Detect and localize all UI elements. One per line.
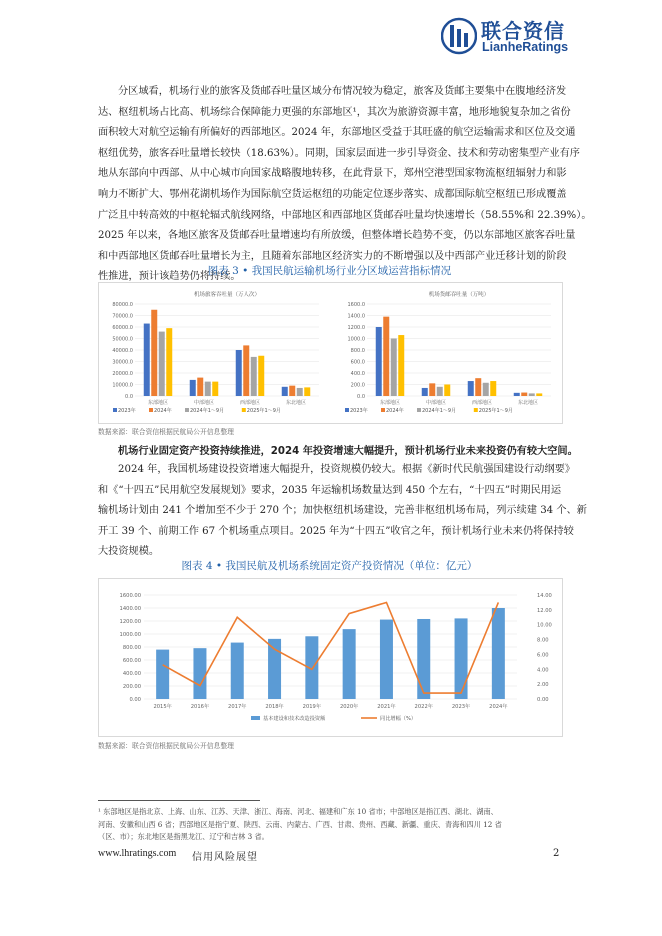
bar xyxy=(376,327,382,396)
bar xyxy=(205,382,211,396)
chart-title: 机场旅客吞吐量（万人次） xyxy=(193,292,261,298)
bar xyxy=(197,378,203,396)
x-tick-label: 2021年 xyxy=(377,704,396,710)
y-left-tick-label: 1000.00 xyxy=(119,632,141,638)
bar xyxy=(514,393,520,396)
bar xyxy=(144,324,150,396)
y-tick-label: 70000.0 xyxy=(112,313,133,320)
footnote-line: ¹ 东部地区是指北京、上海、山东、江苏、天津、浙江、海南、河北、福建和广东 10 省市；中部地区是指江西、湖北、湖南、 xyxy=(98,807,498,816)
x-tick-label: 2023年 xyxy=(451,704,471,710)
legend-label: 2024年1～9月 xyxy=(422,408,457,414)
paragraph-line: 开工 39 个、前期工作 67 个机场重点项目。2025 年为“十四五”收官之年，预计机场行业未来仍将保持较 xyxy=(98,525,574,537)
bar xyxy=(166,328,172,396)
legend-swatch xyxy=(474,408,478,412)
investment-heading: 机场行业固定资产投资持续推进，2024 年投资增速大幅提升，预计机场行业未来投资仍有较大空间。 xyxy=(118,446,578,457)
bar xyxy=(190,380,196,396)
y-left-tick-label: 400.00 xyxy=(122,671,141,677)
figure3-caption: 图表 3 • 我国民航运输机场行业分区域运营指标情况 xyxy=(207,265,452,277)
footnote-divider xyxy=(98,800,260,801)
y-right-tick-label: 8.00 xyxy=(537,637,549,644)
legend-label: 2024年 xyxy=(154,408,172,414)
x-tick-label: 2015年 xyxy=(153,704,172,710)
paragraph-line: 达、枢纽机场占比高、机场综合保障能力更强的东部地区¹，其次为旅游资源丰富，地形地貌复杂加之省份 xyxy=(98,106,571,118)
chart-title: 机场货邮吞吐量（万吨） xyxy=(428,292,490,298)
x-tick-label: 东北地区 xyxy=(517,400,539,406)
paragraph-line: 2024 年，我国机场建设投资增速大幅提升，投资规模仍较大。根据《新时代民航强国建设行动纲要》 xyxy=(118,464,576,475)
bar xyxy=(444,385,450,397)
x-tick-label: 东部地区 xyxy=(379,400,401,406)
paragraph-line: 广泛且中转高效的中枢轮辐式航线网络，中部地区和西部地区货邮吞吐量均快速增长（58.55%和 22.39%）。 xyxy=(98,209,592,221)
paragraph-line: 和《“十四五”民用航空发展规划》要求，2035 年运输机场数量达到 450 个左右，“十四五”时期民用运 xyxy=(98,484,562,496)
footer-slogan: 信用风险展望 xyxy=(192,852,258,863)
bar xyxy=(383,317,389,396)
intro-paragraph xyxy=(98,82,592,288)
lianhe-logo-icon xyxy=(441,16,477,56)
paragraph-line: 分区域看，机场行业的旅客及货邮吞吐量区域分布情况较为稳定，旅客及货邮主要集中在腹地经济发 xyxy=(118,86,567,97)
x-tick-label: 2018年 xyxy=(265,704,284,710)
bar xyxy=(243,345,249,396)
y-tick-label: 1000.0 xyxy=(347,336,365,343)
y-left-tick-label: 800.00 xyxy=(122,645,141,651)
bar xyxy=(398,335,404,396)
figure4-chart-area xyxy=(98,578,563,737)
y-tick-label: 800.0 xyxy=(350,348,365,354)
bar xyxy=(529,393,535,396)
y-tick-label: 60000.0 xyxy=(112,325,133,331)
y-left-tick-label: 600.00 xyxy=(122,658,141,664)
logo-chinese-name: 联合资信 xyxy=(481,19,565,43)
footer-url[interactable]: www.lhratings.com xyxy=(98,848,177,859)
legend-label: 2025年1～9月 xyxy=(478,408,513,414)
bar xyxy=(159,332,165,396)
x-tick-label: 中部地区 xyxy=(193,400,215,406)
paragraph-line: 面积较大对航空运输有所偏好的西部地区。2024 年，东部地区受益于其旺盛的航空运输需求和区位及交通 xyxy=(98,127,576,139)
y-tick-label: 200.0 xyxy=(350,382,365,389)
y-right-tick-label: 2.00 xyxy=(537,682,549,689)
y-tick-label: 1200.0 xyxy=(347,325,365,331)
legend-swatch xyxy=(417,408,421,412)
bar xyxy=(289,386,295,396)
legend-label: 2024年1～9月 xyxy=(190,408,225,414)
y-right-tick-label: 6.00 xyxy=(537,652,549,659)
footnote xyxy=(98,806,568,844)
y-left-tick-label: 1400.00 xyxy=(119,606,141,612)
bar xyxy=(258,356,264,396)
x-tick-label: 2024年 xyxy=(489,704,508,710)
bar xyxy=(483,383,489,396)
y-left-tick-label: 0.00 xyxy=(129,697,141,703)
x-tick-label: 2020年 xyxy=(339,704,359,710)
bar xyxy=(455,618,468,699)
bar xyxy=(490,381,496,396)
figure3-chart-area xyxy=(98,282,563,424)
y-tick-label: 0.0 xyxy=(357,394,365,400)
legend-label: 2023年 xyxy=(118,408,136,414)
x-tick-label: 中部地区 xyxy=(425,400,447,406)
bar xyxy=(492,608,505,699)
bar xyxy=(282,387,288,396)
legend-swatch xyxy=(251,716,260,720)
bar xyxy=(297,388,303,396)
footnote-line: 河南、安徽和山西 6 省；西部地区是指宁夏、陕西、云南、内蒙古、广西、甘肃、贵州、西藏、新疆、重庆、青海和四川 12 省 xyxy=(98,819,502,829)
bar xyxy=(475,378,481,396)
investment-chart xyxy=(99,579,560,734)
bar xyxy=(429,383,435,396)
y-tick-label: 20000.0 xyxy=(112,371,133,377)
investment-paragraph xyxy=(98,460,587,563)
legend-swatch xyxy=(113,408,117,412)
bar xyxy=(343,629,356,699)
y-left-tick-label: 200.00 xyxy=(122,684,141,690)
figure4-caption: 图表 4 • 我国民航及机场系统固定资产投资情况（单位：亿元） xyxy=(181,560,478,572)
footnote-line: （区、市）；东北地区是指黑龙江、辽宁和吉林 3 省。 xyxy=(98,832,269,841)
passenger-throughput-chart xyxy=(101,283,326,421)
figure4-source: 数据来源：联合资信根据民航局公开信息整理 xyxy=(98,742,234,750)
bar xyxy=(468,381,474,396)
y-tick-label: 50000.0 xyxy=(112,336,133,343)
header-logo xyxy=(441,14,621,60)
x-tick-label: 西部地区 xyxy=(239,400,261,406)
legend-label: 2023年 xyxy=(350,408,368,414)
bar xyxy=(231,643,244,699)
paragraph-line: 枢纽优势，旅客吞吐量增长较快（18.63%）。同期，国家层面进一步引导资金、技术和劳动密集型产业有序 xyxy=(98,147,580,159)
page-number: 2 xyxy=(553,848,560,859)
y-tick-label: 30000.0 xyxy=(112,359,133,366)
bar xyxy=(391,339,397,397)
y-right-tick-label: 14.00 xyxy=(537,593,552,599)
y-tick-label: 400.0 xyxy=(350,371,365,377)
y-tick-label: 1400.0 xyxy=(347,313,365,320)
x-tick-label: 2019年 xyxy=(302,704,322,710)
x-tick-label: 东北地区 xyxy=(285,400,307,406)
legend-label: 2025年1～9月 xyxy=(246,408,281,414)
bar xyxy=(536,393,542,396)
legend-swatch xyxy=(149,408,153,412)
x-tick-label: 2017年 xyxy=(228,704,247,710)
bar xyxy=(156,650,169,699)
bar xyxy=(437,387,443,396)
bar xyxy=(251,357,257,396)
y-right-tick-label: 10.00 xyxy=(537,622,552,629)
paragraph-line: 大投资规模。 xyxy=(98,546,160,558)
figure3-source: 数据来源：联合资信根据民航局公开信息整理 xyxy=(98,428,234,436)
paragraph-line: 响力不断扩大、鄂州花湖机场作为国际航空货运枢纽的功能定位逐步落实、成都国际航空枢纽已形成覆盖 xyxy=(98,188,567,200)
bar xyxy=(268,639,281,699)
legend-swatch xyxy=(185,408,189,412)
bar xyxy=(236,350,242,396)
legend-swatch xyxy=(242,408,246,412)
logo-english-name: LianheRatings xyxy=(482,40,569,54)
y-right-tick-label: 12.00 xyxy=(537,607,552,614)
y-left-tick-label: 1600.00 xyxy=(119,593,141,599)
bar xyxy=(193,648,206,699)
growth-line xyxy=(163,602,499,693)
x-tick-label: 东部地区 xyxy=(147,400,169,406)
paragraph-line: 地从东部向中西部、从中心城市向国家战略腹地转移，在此背景下，郑州空港型国家物流枢纽辐射力和影 xyxy=(98,168,567,180)
y-tick-label: 80000.0 xyxy=(112,302,133,308)
y-tick-label: 10000.0 xyxy=(112,382,133,389)
x-tick-label: 2022年 xyxy=(414,704,433,710)
bar xyxy=(212,382,218,396)
bar xyxy=(380,620,393,699)
legend-label: 同比增幅（%） xyxy=(380,716,417,722)
paragraph-line: 输机场计划由 241 个增加至不少于 270 个；加快枢纽机场建设，完善非枢纽机场布局，列示续建 34 个、新 xyxy=(98,505,587,517)
paragraph-line: 2025 年以来，各地区旅客及货邮吞吐量增速均有所放缓，但整体增长趋势不变，仍以东部地区旅客吞吐量 xyxy=(98,230,576,242)
y-tick-label: 40000.0 xyxy=(112,348,133,354)
y-tick-label: 600.0 xyxy=(350,359,365,366)
bar xyxy=(304,387,310,396)
bar xyxy=(422,388,428,396)
bar xyxy=(417,619,430,699)
y-right-tick-label: 0.00 xyxy=(537,697,549,703)
y-left-tick-label: 1200.00 xyxy=(119,619,141,625)
bar xyxy=(521,393,527,396)
y-tick-label: 1600.0 xyxy=(347,302,365,308)
y-right-tick-label: 4.00 xyxy=(537,667,549,674)
paragraph-line: 性推进，预计该趋势仍将持续。 xyxy=(98,271,241,283)
legend-label: 2024年 xyxy=(386,408,404,414)
legend-swatch xyxy=(381,408,385,412)
bar xyxy=(151,310,157,396)
y-tick-label: 0.0 xyxy=(125,394,133,400)
legend-swatch xyxy=(345,408,349,412)
cargo-throughput-chart xyxy=(333,283,558,421)
x-tick-label: 西部地区 xyxy=(471,400,493,406)
x-tick-label: 2016年 xyxy=(190,704,210,710)
legend-label: 基本建设和技术改造投资额 xyxy=(263,716,326,722)
paragraph-line: 和中西部地区货邮吞吐量增长为主，且随着东部地区经济实力的不断增强以及中西部产业迁移计划的阶段 xyxy=(98,250,567,262)
